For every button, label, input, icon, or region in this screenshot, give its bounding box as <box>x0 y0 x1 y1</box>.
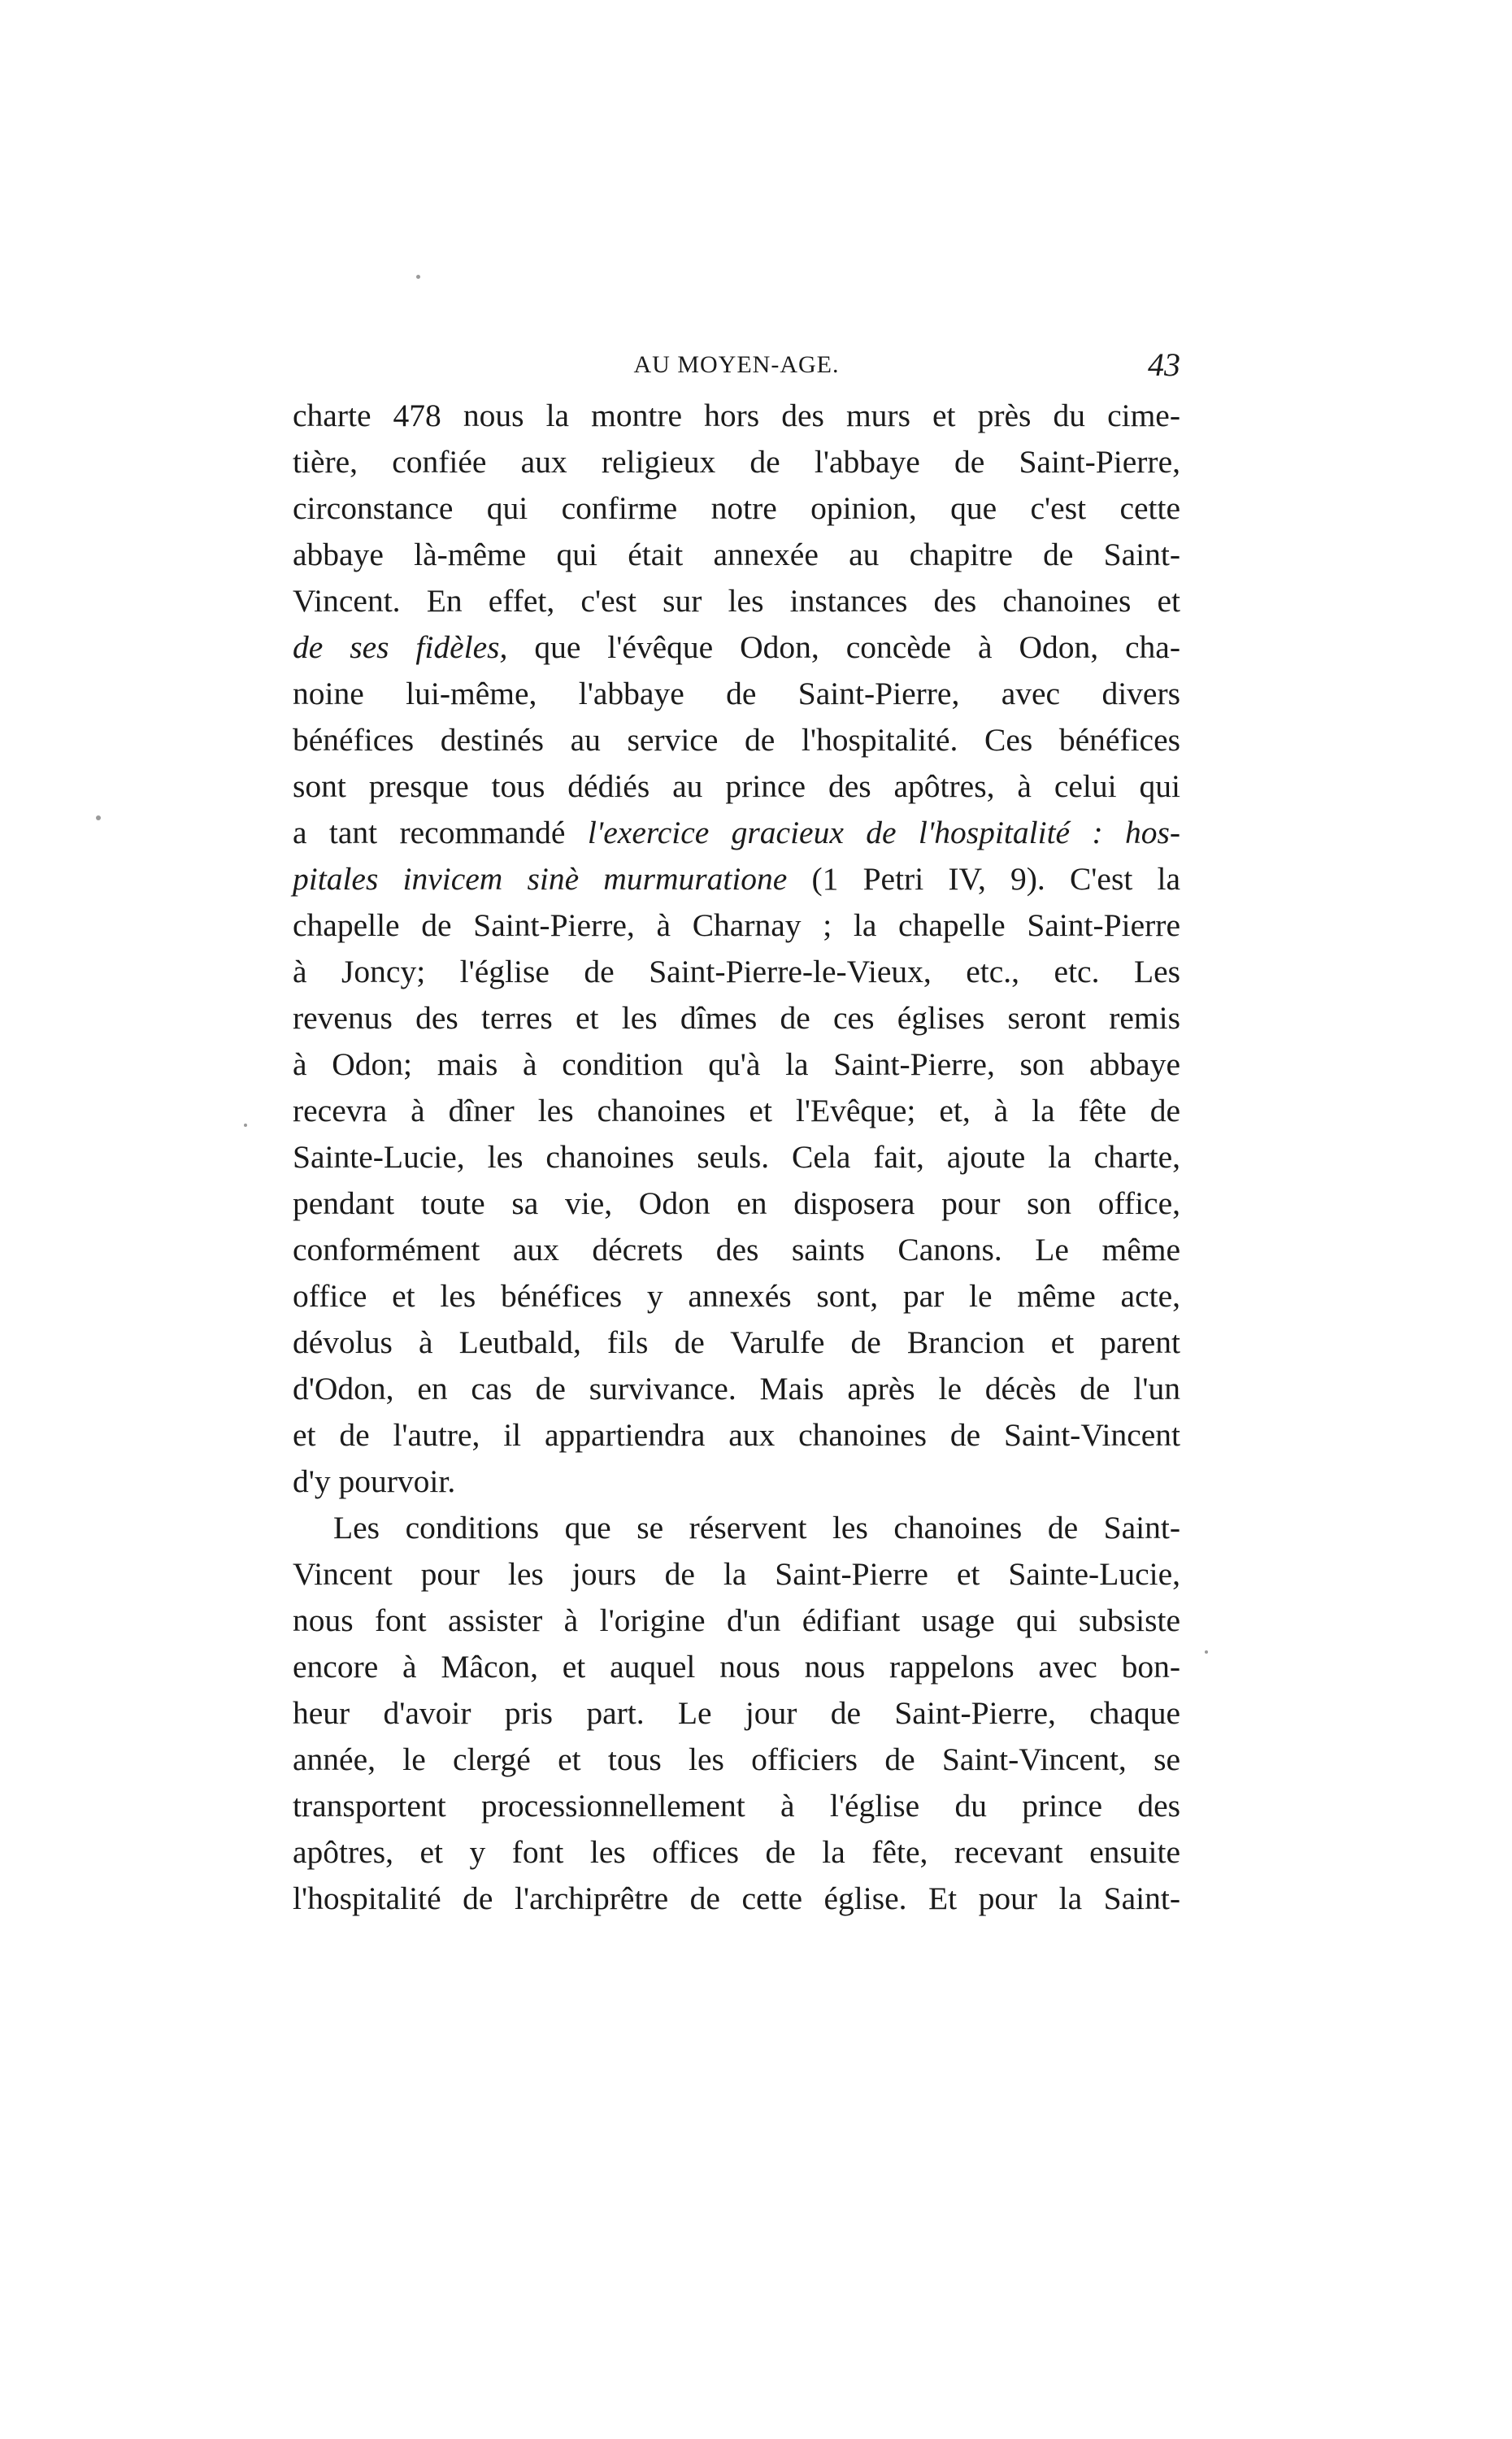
text-line <box>293 810 1180 856</box>
text-line: apôtres, et y font les offices de la fête, recevant ensuite <box>293 1834 1180 1870</box>
text-line: pendant toute sa vie, Odon en disposera pour son office, <box>293 1185 1180 1221</box>
text-line: Les conditions que se réservent les chanoines de Saint- <box>333 1510 1180 1546</box>
text-line: revenus des terres et les dîmes de ces églises seront remis <box>293 1000 1180 1036</box>
text-line: à Joncy; l'église de Saint-Pierre-le-Vieux, etc., etc. Les <box>293 954 1180 989</box>
text-line: abbaye là-même qui était annexée au chapitre de Saint- <box>293 537 1180 572</box>
text-line: sont presque tous dédiés au prince des apôtres, à celui qui <box>293 768 1180 804</box>
page-number: 43 <box>1148 346 1180 383</box>
text-line: transportent processionnellement à l'église du prince des <box>293 1788 1180 1824</box>
text-line: conformément aux décrets des saints Canons. Le même <box>293 1232 1180 1267</box>
body-text <box>293 393 1180 1922</box>
line-segment: que l'évêque Odon, concède à Odon, cha- <box>507 629 1180 665</box>
text-line: Vincent pour les jours de la Saint-Pierre et Sainte-Lucie, <box>293 1556 1180 1592</box>
ink-speck <box>1205 1650 1208 1654</box>
italic-phrase: pitales invicem sinè murmuratione <box>293 861 788 897</box>
ink-speck <box>96 815 101 820</box>
text-line: nous font assister à l'origine d'un édifiant usage qui subsiste <box>293 1602 1180 1638</box>
italic-phrase: l'exercice gracieux de l'hospitalité : hos- <box>587 815 1180 850</box>
italic-phrase: de ses fidèles, <box>293 629 508 665</box>
text-line: bénéfices destinés au service de l'hospitalité. Ces bénéfices <box>293 722 1180 758</box>
text-line: encore à Mâcon, et auquel nous nous rappelons avec bon- <box>293 1649 1180 1685</box>
text-line: charte 478 nous la montre hors des murs et près du cime- <box>293 398 1180 433</box>
text-line: recevra à dîner les chanoines et l'Evêque; et, à la fête de <box>293 1093 1180 1128</box>
text-line: année, le clergé et tous les officiers de Saint-Vincent, se <box>293 1741 1180 1777</box>
text-line: chapelle de Saint-Pierre, à Charnay ; la chapelle Saint-Pierre <box>293 907 1180 943</box>
text-line: à Odon; mais à condition qu'à la Saint-Pierre, son abbaye <box>293 1046 1180 1082</box>
line-segment: (1 Petri IV, 9). C'est la <box>787 861 1180 897</box>
running-head <box>293 346 1180 385</box>
ink-speck <box>244 1124 247 1127</box>
ink-speck <box>416 275 420 279</box>
text-line: office et les bénéfices y annexés sont, par le même acte, <box>293 1278 1180 1314</box>
text-line: tière, confiée aux religieux de l'abbaye de Saint-Pierre, <box>293 444 1180 480</box>
line-segment: a tant recommandé <box>293 815 588 850</box>
text-line: et de l'autre, il appartiendra aux chanoines de Saint-Vincent <box>293 1417 1180 1453</box>
text-line: d'Odon, en cas de survivance. Mais après le décès de l'un <box>293 1371 1180 1406</box>
text-line: heur d'avoir pris part. Le jour de Saint-Pierre, chaque <box>293 1695 1180 1731</box>
text-line: d'y pourvoir. <box>293 1463 456 1499</box>
text-line: dévolus à Leutbald, fils de Varulfe de Brancion et parent <box>293 1324 1180 1360</box>
running-title: AU MOYEN-AGE. <box>633 351 840 378</box>
text-line <box>293 624 1180 671</box>
text-line: noine lui-même, l'abbaye de Saint-Pierre, avec divers <box>293 676 1180 711</box>
text-line <box>293 856 1180 902</box>
text-line: l'hospitalité de l'archiprêtre de cette église. Et pour la Saint- <box>293 1880 1180 1916</box>
text-line: circonstance qui confirme notre opinion, que c'est cette <box>293 490 1180 526</box>
text-line: Sainte-Lucie, les chanoines seuls. Cela fait, ajoute la charte, <box>293 1139 1180 1175</box>
text-line: Vincent. En effet, c'est sur les instances des chanoines et <box>293 583 1180 619</box>
